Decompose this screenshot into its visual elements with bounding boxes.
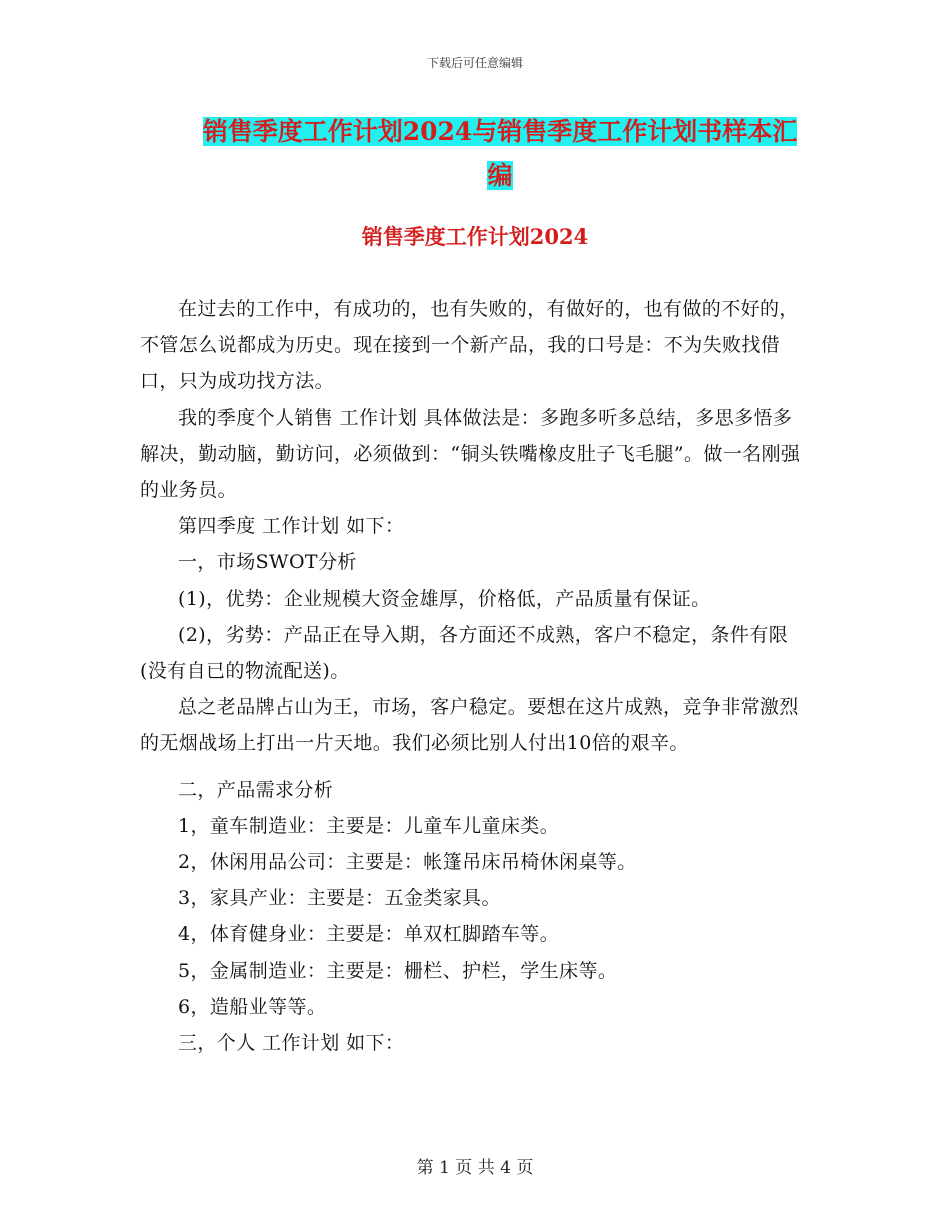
paragraph: 三，个人 工作计划 如下： — [178, 1032, 405, 1055]
paragraph: (1)，优势：企业规模大资金雄厚，价格低，产品质量有保证。 — [178, 587, 711, 610]
list-item: 5，金属制造业：主要是：栅栏、护栏，学生床等。 — [178, 959, 618, 982]
paragraph: 第四季度 工作计划 如下： — [178, 515, 405, 538]
paragraph: 在过去的工作中，有成功的，也有失败的，有做好的，也有做的不好的，不管怎么说都成为历史。现在接到一个新产品，我的口号是：不为失败找借口，只为成功找方法。 — [140, 298, 799, 393]
list-item: 4，体育健身业：主要是：单双杠脚踏车等。 — [178, 923, 560, 946]
document-body — [140, 291, 810, 1061]
document-title — [185, 110, 815, 198]
paragraph: 总之老品牌占山为王，市场，客户稳定。要想在这片成熟，竞争非常激烈的无烟战场上打出一片天地。我们必须比别人付出10倍的艰辛。 — [140, 696, 799, 755]
header-note: 下载后可任意编辑 — [426, 56, 523, 70]
section-title: 销售季度工作计划2024 — [361, 224, 589, 249]
paragraph: 二，产品需求分析 — [178, 778, 334, 801]
paragraph: 我的季度个人销售 工作计划 具体做法是：多跑多听多总结，多思多悟多解决，勤动脑，勤访问，必须做到：“铜头铁嘴橡皮肚子飞毛腿”。做一名刚强的业务员。 — [140, 406, 801, 502]
list-item: 1，童车制造业：主要是：儿童车儿童床类。 — [178, 814, 560, 837]
list-item: 2，休闲用品公司：主要是：帐篷吊床吊椅休闲桌等。 — [178, 851, 637, 874]
list-item: 6，造船业等等。 — [178, 995, 327, 1018]
paragraph: (2)，劣势：产品正在导入期，各方面还不成熟，客户不稳定，条件有限(没有自已的物流配送)。 — [140, 623, 789, 683]
paragraph: 一，市场SWOT分析 — [178, 551, 357, 574]
document-title-line1: 销售季度工作计划2024与销售季度工作计划书样本汇 — [202, 117, 798, 146]
document-title-line2: 编 — [487, 161, 513, 190]
page-footer: 第 1 页 共 4 页 — [416, 1158, 534, 1178]
list-item: 3，家具产业：主要是：五金类家具。 — [178, 887, 501, 910]
